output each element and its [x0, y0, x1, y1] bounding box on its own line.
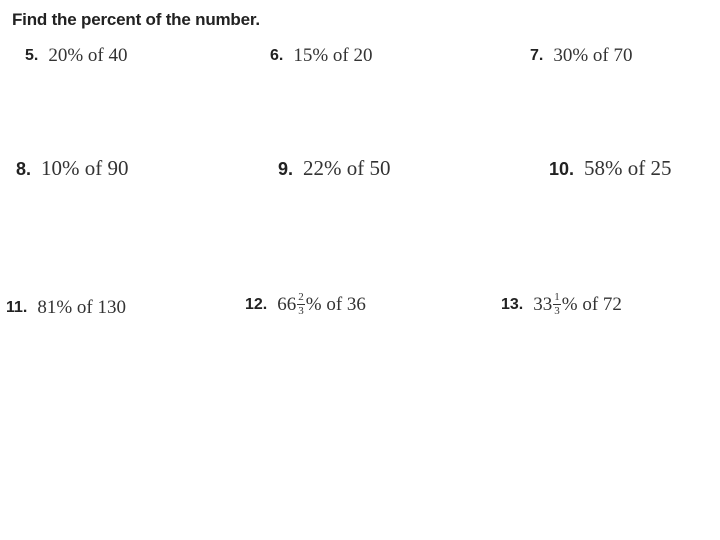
problem-number: 7. [530, 46, 544, 64]
problem-number: 10. [549, 158, 575, 179]
problem-number: 9. [278, 158, 294, 179]
problem-expression: 22% of 50 [303, 156, 391, 180]
problem-10 [549, 158, 672, 179]
fraction-numerator: 2 [298, 291, 304, 303]
expression-rest: % of 72 [561, 294, 622, 315]
problem-8 [16, 158, 129, 179]
problem-expression: 20% of 40 [48, 45, 128, 66]
fraction-numerator: 1 [554, 291, 560, 303]
problem-number: 11. [6, 298, 28, 316]
problem-number: 5. [25, 46, 39, 64]
problem-11 [6, 298, 126, 317]
problem-9 [278, 158, 391, 179]
problem-7 [530, 46, 633, 65]
problem-number: 8. [16, 158, 32, 179]
problem-expression [277, 292, 366, 317]
problem-expression: 81% of 130 [37, 297, 127, 318]
problem-6 [270, 46, 373, 65]
problem-expression [533, 292, 622, 317]
problem-number: 12. [245, 295, 268, 313]
problem-expression: 58% of 25 [584, 156, 672, 180]
expression-rest: % of 36 [305, 294, 366, 315]
problem-number: 13. [501, 295, 524, 313]
problem-expression: 15% of 20 [293, 45, 373, 66]
fraction-denominator: 3 [554, 305, 560, 317]
problem-expression: 10% of 90 [41, 156, 129, 180]
problem-5 [25, 46, 128, 65]
problem-expression: 30% of 70 [553, 45, 633, 66]
worksheet-heading: Find the percent of the number. [12, 10, 260, 29]
fraction [553, 292, 561, 317]
mixed-number-whole: 33 [533, 294, 553, 315]
fraction [297, 292, 305, 317]
problem-number: 6. [270, 46, 284, 64]
mixed-number-whole: 66 [277, 294, 297, 315]
problem-12 [245, 292, 366, 317]
fraction-denominator: 3 [298, 305, 304, 317]
problem-13 [501, 292, 622, 317]
